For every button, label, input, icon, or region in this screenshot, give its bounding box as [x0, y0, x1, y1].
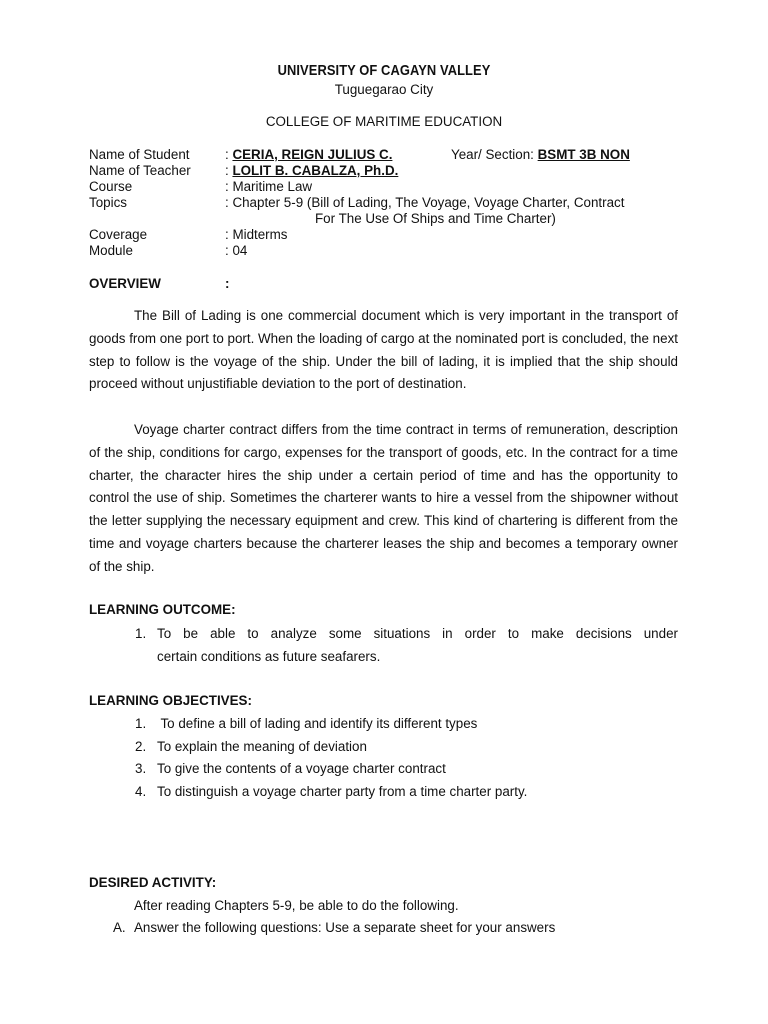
- student-label: Name of Student: [89, 147, 190, 162]
- module-label: Module: [89, 243, 133, 258]
- objective-number: 3.: [135, 761, 147, 776]
- teacher-name: LOLIT B. CABALZA, Ph.D.: [232, 163, 399, 178]
- overview-colon: :: [225, 276, 230, 291]
- outcome-heading: LEARNING OUTCOME:: [89, 602, 236, 617]
- objective-text: To define a bill of lading and identify its different types: [157, 716, 478, 731]
- objective-text: To give the contents of a voyage charter contract: [157, 761, 446, 776]
- objective-number: 4.: [135, 784, 147, 799]
- topics-value-line2: For The Use Of Ships and Time Charter): [315, 211, 556, 226]
- college-line: COLLEGE OF MARITIME EDUCATION: [265, 114, 503, 129]
- city-line: Tuguegarao City: [334, 82, 434, 97]
- year-section: [451, 147, 630, 162]
- objectives-heading: LEARNING OBJECTIVES:: [89, 693, 252, 708]
- teacher-value: : LOLIT B. CABALZA, Ph.D.: [225, 163, 399, 178]
- topics-label: Topics: [89, 195, 127, 210]
- activity-letter: A.: [113, 920, 126, 935]
- outcome-item-line1: To be able to analyze some situations in order to make decisions under: [157, 626, 678, 641]
- outcome-item-line2: certain conditions as future seafarers.: [157, 649, 381, 664]
- objective-text: To explain the meaning of deviation: [157, 739, 367, 754]
- objective-number: 2.: [135, 739, 147, 754]
- module-value: : 04: [225, 243, 248, 258]
- topics-value-line1: : Chapter 5-9 (Bill of Lading, The Voyage, Voyage Charter, Contract: [225, 195, 625, 210]
- coverage-value: : Midterms: [225, 227, 288, 242]
- student-name: CERIA, REIGN JULIUS C.: [232, 147, 393, 162]
- overview-heading: OVERVIEW: [89, 276, 161, 291]
- teacher-label: Name of Teacher: [89, 163, 191, 178]
- outcome-item-number: 1.: [135, 626, 147, 641]
- coverage-label: Coverage: [89, 227, 148, 242]
- objective-number: 1.: [135, 716, 147, 731]
- student-value: : CERIA, REIGN JULIUS C.: [225, 147, 393, 162]
- activity-heading: DESIRED ACTIVITY:: [89, 875, 217, 890]
- course-value: : Maritime Law: [225, 179, 313, 194]
- objective-text: To distinguish a voyage charter party from a time charter party.: [157, 784, 528, 799]
- course-label: Course: [89, 179, 133, 194]
- activity-intro: After reading Chapters 5-9, be able to do the following.: [134, 898, 459, 913]
- year-label: Year/ Section:: [451, 147, 534, 162]
- university-title: UNIVERSITY OF CAGAYN VALLEY: [277, 62, 491, 79]
- activity-instruction: Answer the following questions: Use a separate sheet for your answers: [134, 920, 556, 935]
- year-value: BSMT 3B NON: [537, 147, 630, 162]
- overview-paragraph-1: The Bill of Lading is one commercial document which is very important in the transport of goods from one port to port. When the loading of cargo at the nominated port is concluded, the next step to follow is the voyage of the ship. Under the bill of lading, it is implied that the ship should proceed without unjustifiable deviation to the port of destination.: [89, 308, 678, 392]
- overview-paragraph-2: Voyage charter contract differs from the time contract in terms of remuneration, description of the ship, conditions for cargo, expenses for the transport of goods, etc. In the contract for a time charter, the character hires the ship under a certain period of time and has the opportunity to control the use of ship. Sometimes the charterer wants to hire a vessel from the shipowner without the letter supplying the necessary equipment and crew. This kind of chartering is different from the time and voyage charters because the charterer leases the ship and becomes a temporary owner of the ship.: [89, 422, 678, 574]
